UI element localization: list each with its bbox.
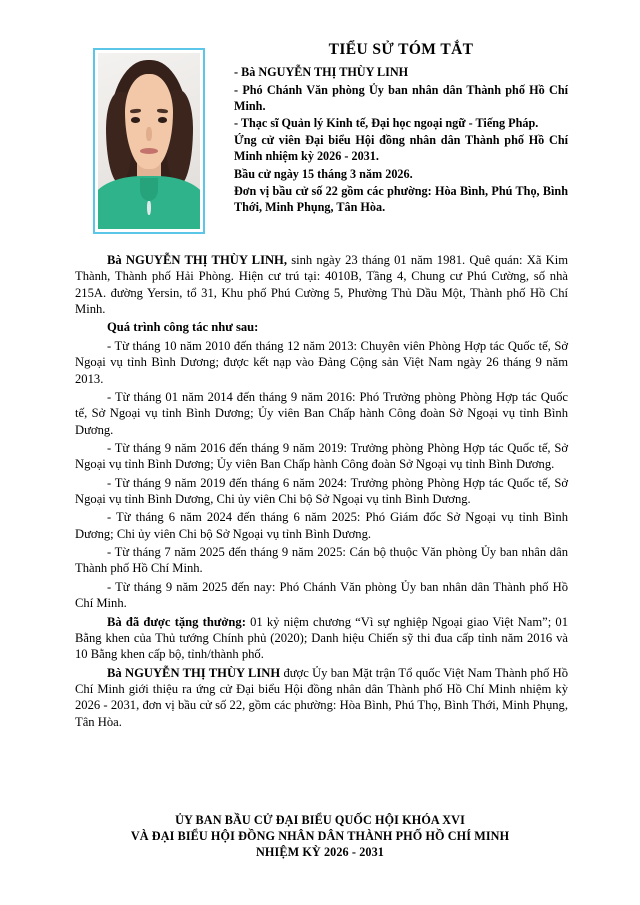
personal-name-label: Bà NGUYỄN THỊ THÙY LINH,: [107, 253, 288, 267]
photo-mouth: [140, 148, 158, 154]
photo-nose: [146, 127, 151, 141]
career-item: - Từ tháng 9 năm 2019 đến tháng 6 năm 2024: Trưởng phòng Phòng Hợp tác Quốc tế, Sở Ngoại vụ tỉnh Bình Dương, Chi ủy viên Chi bộ Sở Ngoại vụ tỉnh Bình Dương.: [75, 475, 568, 507]
career-item: - Từ tháng 9 năm 2016 đến tháng 9 năm 2019: Trưởng phòng Phòng Hợp tác Quốc tế, Sở Ngoại vụ tỉnh Bình Dương; Ủy viên Ban Chấp hành Công đoàn Sở Ngoại vụ tỉnh Bình Dương.: [75, 440, 568, 472]
paragraph-nomination: [75, 665, 568, 730]
paragraph-personal-details: [75, 252, 568, 317]
candidate-photo-frame: [93, 48, 205, 234]
footer-line-3: NHIỆM KỲ 2026 - 2031: [256, 845, 384, 860]
career-item: - Từ tháng 01 năm 2014 đến tháng 9 năm 2016: Phó Trưởng phòng Phòng Hợp tác Quốc tế, Sở Ngoại vụ tỉnh Bình Dương; Ủy viên Ban Chấp hành Công đoàn Sở Ngoại vụ tỉnh Bình Dương.: [75, 389, 568, 437]
document-footer: [0, 812, 640, 861]
identity-education: - Thạc sĩ Quản lý Kinh tế, Đại học ngoại ngữ - Tiếng Pháp.: [234, 116, 539, 131]
candidate-portrait-photo: [98, 53, 200, 229]
photo-pendant: [147, 201, 150, 215]
photo-collar: [140, 178, 158, 201]
document-body: [75, 252, 568, 732]
document-header: [0, 40, 640, 245]
photo-eye-right: [158, 117, 167, 123]
career-item: - Từ tháng 10 năm 2010 đến tháng 12 năm 2013: Chuyên viên Phòng Hợp tác Quốc tế, Sở Ngoại vụ tỉnh Bình Dương; được kết nạp vào Đảng Cộng sản Việt Nam ngày 26 tháng 9 năm 2013.: [75, 338, 568, 386]
identity-name: - Bà NGUYỄN THỊ THÙY LINH: [234, 65, 409, 80]
nomination-text: được Ủy ban Mặt trận Tổ quốc Việt Nam Thành phố Hồ Chí Minh giới thiệu ra ứng cử Đại biểu Hội đồng nhân dân Thành phố Hồ Chí Minh nhiệm kỳ 2026 - 2031, đơn vị bầu cử số 22, gồm các phường: Hòa Bình, Phú Thọ, Bình Thới, Minh Phụng, Tân Hòa.: [75, 665, 568, 729]
identity-candidacy: Ứng cử viên Đại biểu Hội đồng nhân dân Thành phố Hồ Chí Minh nhiệm kỳ 2026 - 2031.: [234, 133, 568, 164]
career-heading-label: Quá trình công tác như sau:: [107, 320, 259, 335]
career-heading: [75, 319, 568, 335]
identity-block: [234, 40, 568, 216]
photo-eye-left: [131, 117, 140, 123]
nomination-name-label: Bà NGUYỄN THỊ THÙY LINH: [107, 665, 281, 680]
awards-heading-label: Bà đã được tặng thưởng:: [107, 614, 246, 629]
identity-position: - Phó Chánh Văn phòng Ủy ban nhân dân Thành phố Hồ Chí Minh.: [234, 82, 568, 113]
identity-election-date: Bầu cử ngày 15 tháng 3 năm 2026.: [234, 166, 413, 181]
page-title: TIỂU SỬ TÓM TẮT: [328, 41, 474, 58]
career-item: - Từ tháng 9 năm 2025 đến nay: Phó Chánh Văn phòng Ủy ban nhân dân Thành phố Hồ Chí Minh.: [75, 579, 568, 611]
personal-details-text: sinh ngày 23 tháng 01 năm 1981. Quê quán: Xã Kim Thành, Thành phố Hải Phòng. Hiện cư trú tại: 4010B, Tầng 4, Chung cư Phú Cường, số nhà 215A. đường Yersin, tổ 31, Khu phố Phú Cường 5, Phường Thủ Dầu Một, Thành phố Hồ Chí Minh.: [75, 253, 569, 317]
career-item: - Từ tháng 6 năm 2024 đến tháng 6 năm 2025: Phó Giám đốc Sở Ngoại vụ tỉnh Bình Dương; Chi ủy viên Chi bộ Sở Ngoại vụ tỉnh Bình Dương.: [75, 510, 568, 541]
awards-text: 01 kỷ niệm chương “Vì sự nghiệp Ngoại giao Việt Nam”; 01 Bằng khen của Thủ tướng Chính phủ (2020); Danh hiệu Chiến sỹ thi đua cấp tỉnh năm 2016 và 10 Bằng khen cấp bộ, tỉnh/thành phố.: [75, 614, 569, 662]
footer-line-1: ỦY BAN BẦU CỬ ĐẠI BIỂU QUỐC HỘI KHÓA XVI: [175, 813, 465, 827]
footer-line-2: VÀ ĐẠI BIỂU HỘI ĐỒNG NHÂN DÂN THÀNH PHỐ HỒ CHÍ MINH: [130, 829, 510, 844]
paragraph-awards: [75, 614, 568, 663]
career-item: - Từ tháng 7 năm 2025 đến tháng 9 năm 2025: Cán bộ thuộc Văn phòng Ủy ban nhân dân Thành phố Hồ Chí Minh.: [75, 545, 568, 576]
identity-constituency: Đơn vị bầu cử số 22 gồm các phường: Hòa Bình, Phú Thọ, Bình Thới, Minh Phụng, Tân Hòa.: [234, 183, 568, 215]
